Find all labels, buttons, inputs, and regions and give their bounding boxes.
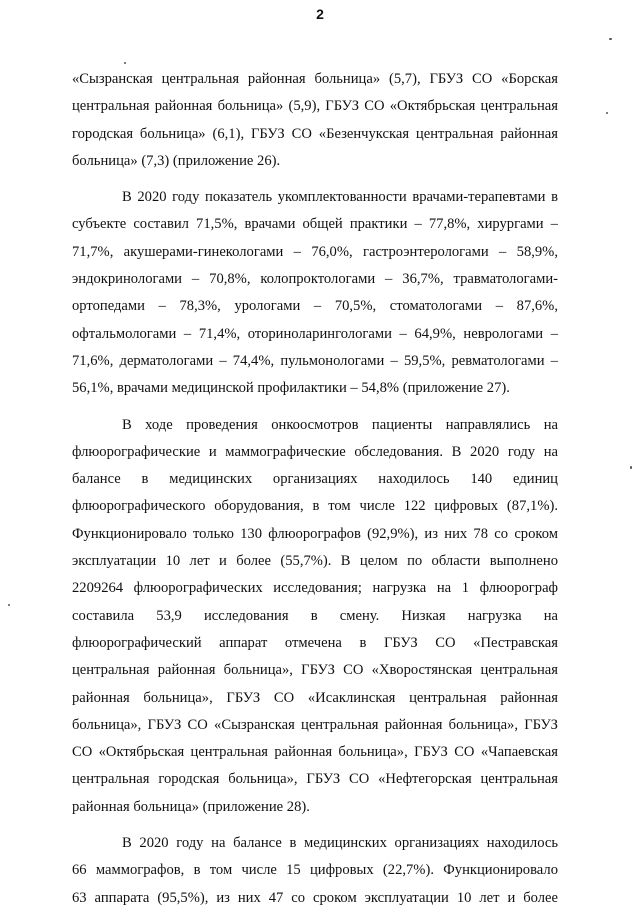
text-line: СО «Октябрьская центральная районная больница», ГБУЗ СО «Чапаевская	[72, 744, 558, 761]
text-line: районная больница», ГБУЗ СО «Исаклинская центральная районная	[72, 689, 558, 706]
text-line: центральная районная больница» (5,9), ГБУЗ СО «Октябрьская центральная	[72, 98, 558, 115]
paragraph-staffing	[72, 184, 558, 402]
scan-speck	[630, 466, 632, 469]
text-line: 56,1%, врачами медицинской профилактики – 54,8% (приложение 27).	[72, 380, 510, 397]
text-line: В 2020 году показатель укомплектованности врачами-терапевтами в	[122, 189, 558, 206]
page-number: 2	[316, 6, 324, 22]
text-line: ортопедами – 78,3%, урологами – 70,5%, стоматологами – 87,6%,	[72, 298, 558, 315]
text-line: 63 аппарата (95,5%), из них 47 со сроком эксплуатации 10 лет и более	[72, 889, 558, 906]
scan-speck	[8, 604, 10, 606]
text-line: составила 53,9 исследования в смену. Низкая нагрузка на	[72, 607, 558, 624]
text-line: 66 маммографов, в том числе 15 цифровых (22,7%). Функционировало	[72, 862, 558, 879]
text-line: В ходе проведения онкоосмотров пациенты направлялись на	[122, 416, 558, 433]
scan-speck	[124, 62, 126, 64]
paragraph-mammography	[72, 830, 558, 912]
text-line: 2209264 флюорографических исследования; нагрузка на 1 флюорограф	[72, 580, 558, 597]
text-line: субъекте составил 71,5%, врачами общей практики – 77,8%, хирургами –	[72, 216, 558, 233]
text-line: флюорографического оборудования, в том числе 122 цифровых (87,1%).	[72, 498, 558, 515]
text-line: офтальмологами – 71,4%, оториноларингологами – 64,9%, неврологами –	[72, 325, 558, 342]
text-line: центральная районная больница», ГБУЗ СО «Хворостянская центральная	[72, 662, 558, 679]
text-line: В 2020 году на балансе в медицинских организациях находилось	[122, 835, 558, 852]
paragraph-fluorography	[72, 412, 558, 821]
text-line: эндокринологами – 70,8%, колопроктологами – 36,7%, травматологами-	[72, 271, 558, 288]
text-line: городская больница» (6,1), ГБУЗ СО «Безенчукская центральная районная	[72, 125, 558, 142]
text-line: «Сызранская центральная районная больница» (5,7), ГБУЗ СО «Борская	[72, 71, 558, 87]
text-line: больница», ГБУЗ СО «Сызранская центральная районная больница», ГБУЗ	[72, 716, 558, 733]
scan-speck	[606, 112, 608, 114]
paragraph-continuation	[72, 66, 558, 175]
text-line: больница» (7,3) (приложение 26).	[72, 152, 281, 169]
text-line: балансе в медицинских организациях находилось 140 единиц	[72, 471, 558, 488]
document-body	[72, 66, 558, 912]
text-line: Функционировало только 130 флюорографов (92,9%), из них 78 со сроком	[72, 525, 558, 542]
text-line: флюорографические и маммографические обследования. В 2020 году на	[72, 443, 558, 460]
scan-speck	[609, 38, 612, 40]
text-line: флюорографический аппарат отмечена в ГБУЗ СО «Пестравская	[72, 634, 558, 651]
text-line: 71,7%, акушерами-гинекологами – 76,0%, гастроэнтерологами – 58,9%,	[72, 243, 558, 260]
text-line: эксплуатации 10 лет и более (55,7%). В целом по области выполнено	[72, 553, 558, 570]
text-line: районная больница» (приложение 28).	[72, 798, 310, 815]
text-line: центральная городская больница», ГБУЗ СО «Нефтегорская центральная	[72, 771, 558, 788]
text-line: 71,6%, дерматологами – 74,4%, пульмонологами – 59,5%, ревматологами –	[72, 352, 558, 369]
